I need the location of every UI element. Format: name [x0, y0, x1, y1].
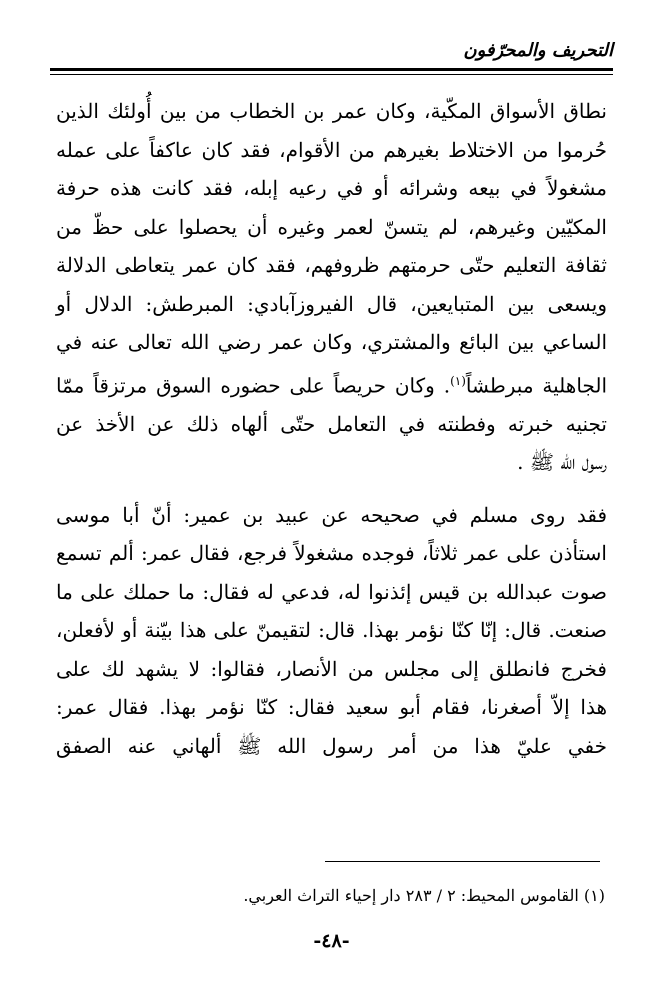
main-text [56, 92, 607, 765]
footnote-reference[interactable]: (١) [450, 373, 466, 388]
text-line-with-footnote-ref [56, 362, 607, 405]
text-line: مشغولاً في بيعه وشرائه أو في رعيه إبله، فقد كانت هذه حرفة [56, 176, 607, 200]
text-line: ثقافة التعليم حتّى حرمتهم ظروفهم، فقد كان عمر يتعاطى الدلالة [56, 253, 607, 277]
text-line: الساعي بين البائع والمشتري، وكان عمر رضي الله تعالى عنه في [56, 330, 607, 354]
text-line: صوت عبدالله بن قيس إئذنوا له، فدعي له فقال: ما حملك على ما [56, 579, 607, 604]
footnote: (١) القاموس المحيط: ٢ / ٢٨٣ دار إحياء التراث العربي. [243, 886, 605, 905]
text-line: رسول الله ﷺ . [517, 450, 607, 475]
header-rule-thin [50, 74, 613, 75]
text-line: نطاق الأسواق المكّية، وكان عمر بن الخطاب من بين أُولئك الذين [56, 99, 607, 123]
text-line: حُرموا من الاختلاط بغيرهم من الأقوام، فقد كان عاكفاً على عمله [56, 137, 607, 162]
text-line: استأذن على عمر ثلاثاً، فوجده مشغولاً فرجع، فقال عمر: ألم تسمع [56, 541, 607, 566]
page-number: -٤٨- [313, 930, 350, 952]
text-line: فخرج فانطلق إلى مجلس من الأنصار، فقالوا: لا يشهد لك على [56, 656, 607, 681]
text-line: تجنيه خبرته وفطنته في التعامل حتّى ألهاه ذلك عن الأخذ عن [56, 411, 607, 436]
text-line: خفي عليّ هذا من أمر رسول الله ﷺ ألهاني عنه الصفق [56, 733, 607, 758]
header-rule-thick [50, 68, 613, 71]
paragraph-gap [56, 482, 607, 496]
text-line: المكيّين وغيرهم، لم يتسنّ لعمر وغيره أن يحصلوا على حظّ من [56, 214, 607, 239]
header-title: التحريف والمحرّفون [463, 40, 613, 61]
text-line: ويسعى بين المتبايعين، قال الفيروزآبادي: المبرطش: الدلال أو [56, 291, 607, 316]
text-segment: الجاهلية مبرطشاً [465, 373, 607, 398]
text-line: صنعت. قال: إنّا كنّا نؤمر بهذا. قال: لتقيمنّ على هذا بيّنة أو لأفعلن، [56, 618, 607, 643]
text-segment: . وكان حريصاً على حضوره السوق مرتزقاً ممّا [56, 373, 451, 398]
text-line: هذا إلاّ أصغرنا، فقام أبو سعيد فقال: كنّا نؤمر بهذا. فقال عمر: [56, 695, 607, 720]
text-line: فقد روى مسلم في صحيحه عن عبيد بن عمير: أنّ أبا موسى [56, 502, 607, 527]
footnote-separator [325, 861, 600, 862]
running-header [50, 38, 613, 78]
